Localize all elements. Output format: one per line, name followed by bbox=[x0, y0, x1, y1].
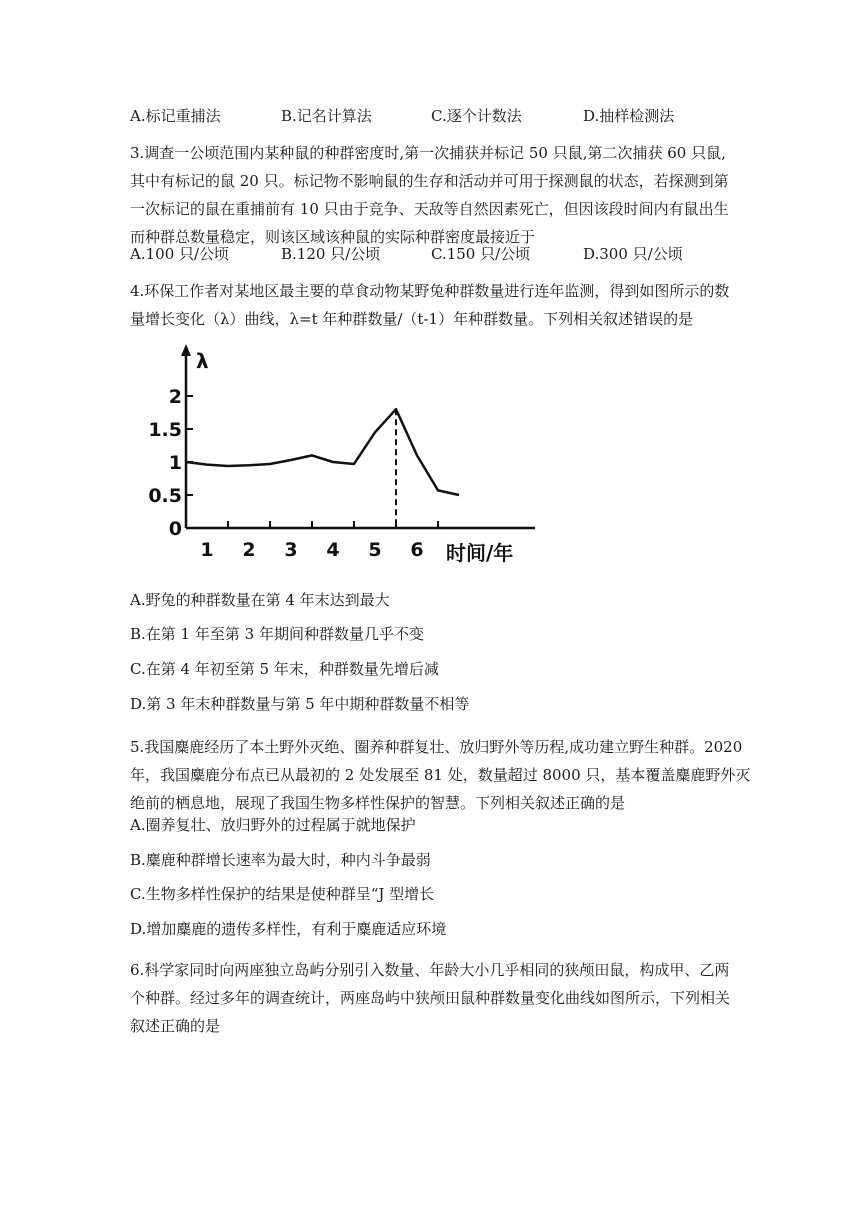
x-tick-label: 3 bbox=[284, 539, 298, 561]
q2-option-a[interactable]: A.标记重捕法 bbox=[130, 107, 221, 125]
x-tick-label: 4 bbox=[326, 539, 340, 561]
q5-line: 5.我国麋鹿经历了本土野外灭绝、圈养种群复壮、放归野外等历程,成功建立野生种群。2020 bbox=[130, 738, 743, 756]
question-3-stem bbox=[130, 139, 730, 251]
q3-line: 一次标记的鼠在重捕前有 10 只由于竞争、天敌等自然因素死亡，但因该段时间内有鼠出生 bbox=[130, 200, 729, 218]
q3-line: 其中有标记的鼠 20 只。标记物不影响鼠的生存和活动并可用于探测鼠的状态，若探测到第 bbox=[130, 172, 729, 190]
y-tick-label: 1 bbox=[168, 452, 182, 474]
q2-option-c[interactable]: C.逐个计数法 bbox=[431, 107, 522, 125]
y-tick-label: 0.5 bbox=[148, 485, 182, 507]
question-6-stem bbox=[130, 956, 730, 1040]
y-axis-label: λ bbox=[196, 349, 209, 373]
x-tick-label: 5 bbox=[368, 539, 382, 561]
q3-line: 3.调查一公顷范围内某种鼠的种群密度时,第一次捕获并标记 50 只鼠,第二次捕获 60 只鼠, bbox=[130, 144, 726, 162]
q6-line: 6.科学家同时向两座独立岛屿分别引入数量、年龄大小几乎相同的狭颅田鼠，构成甲、乙两 bbox=[130, 961, 730, 979]
q4-option-b[interactable]: B.在第 1 年至第 3 年期间种群数量几乎不变 bbox=[130, 625, 424, 643]
q5-option-d[interactable]: D.增加麋鹿的遗传多样性，有利于麋鹿适应环境 bbox=[130, 920, 447, 938]
q5-option-b[interactable]: B.麋鹿种群增长速率为最大时，种内斗争最弱 bbox=[130, 851, 431, 869]
q2-option-b[interactable]: B.记名计算法 bbox=[281, 107, 372, 125]
q4-line: 量增长变化（λ）曲线，λ=t 年种群数量/（t-1）年种群数量。下列相关叙述错误的是 bbox=[130, 310, 694, 328]
q6-line: 个种群。经过多年的调查统计，两座岛屿中狭颅田鼠种群数量变化曲线如图所示，下列相关 bbox=[130, 989, 731, 1007]
lambda-series-line bbox=[186, 409, 459, 495]
q3-option-d[interactable]: D.300 只/公顷 bbox=[583, 245, 683, 263]
question-4-stem bbox=[130, 277, 730, 333]
x-axis-label: 时间/年 bbox=[446, 541, 514, 565]
chart-axes bbox=[181, 344, 535, 528]
y-axis-arrow bbox=[181, 344, 191, 356]
y-tick-label: 1.5 bbox=[148, 419, 182, 441]
q3-option-a[interactable]: A.100 只/公顷 bbox=[130, 245, 230, 263]
q2-option-d[interactable]: D.抽样检测法 bbox=[583, 107, 675, 125]
q5-option-a[interactable]: A.圈养复壮、放归野外的过程属于就地保护 bbox=[130, 816, 416, 834]
question-5-stem bbox=[130, 733, 751, 817]
q4-option-d[interactable]: D.第 3 年末种群数量与第 5 年中期种群数量不相等 bbox=[130, 695, 470, 713]
q4-option-a[interactable]: A.野兔的种群数量在第 4 年末达到最大 bbox=[130, 591, 390, 609]
q3-line: 而种群总数量稳定，则该区域该种鼠的实际种群密度最接近于 bbox=[130, 228, 536, 246]
y-tick-label: 0 bbox=[168, 518, 182, 540]
lambda-line-chart bbox=[130, 336, 560, 578]
x-tick-label: 2 bbox=[242, 539, 256, 561]
q5-option-c[interactable]: C.生物多样性保护的结果是使种群呈“J 型增长 bbox=[130, 885, 435, 903]
q3-option-c[interactable]: C.150 只/公顷 bbox=[431, 245, 531, 263]
x-tick-label: 6 bbox=[410, 539, 424, 561]
q5-line: 绝前的栖息地，展现了我国生物多样性保护的智慧。下列相关叙述正确的是 bbox=[130, 794, 626, 812]
q4-line: 4.环保工作者对某地区最主要的草食动物某野兔种群数量进行连年监测，得到如图所示的数 bbox=[130, 282, 730, 300]
y-tick-label: 2 bbox=[168, 386, 182, 408]
q5-line: 年，我国麋鹿分布点已从最初的 2 处发展至 81 处，数量超过 8000 只，基本覆盖麋鹿野外灭 bbox=[130, 766, 751, 784]
q6-line: 叙述正确的是 bbox=[130, 1017, 221, 1035]
x-tick-label: 1 bbox=[200, 539, 214, 561]
q3-option-b[interactable]: B.120 只/公顷 bbox=[281, 245, 381, 263]
q4-option-c[interactable]: C.在第 4 年初至第 5 年末，种群数量先增后减 bbox=[130, 660, 439, 678]
